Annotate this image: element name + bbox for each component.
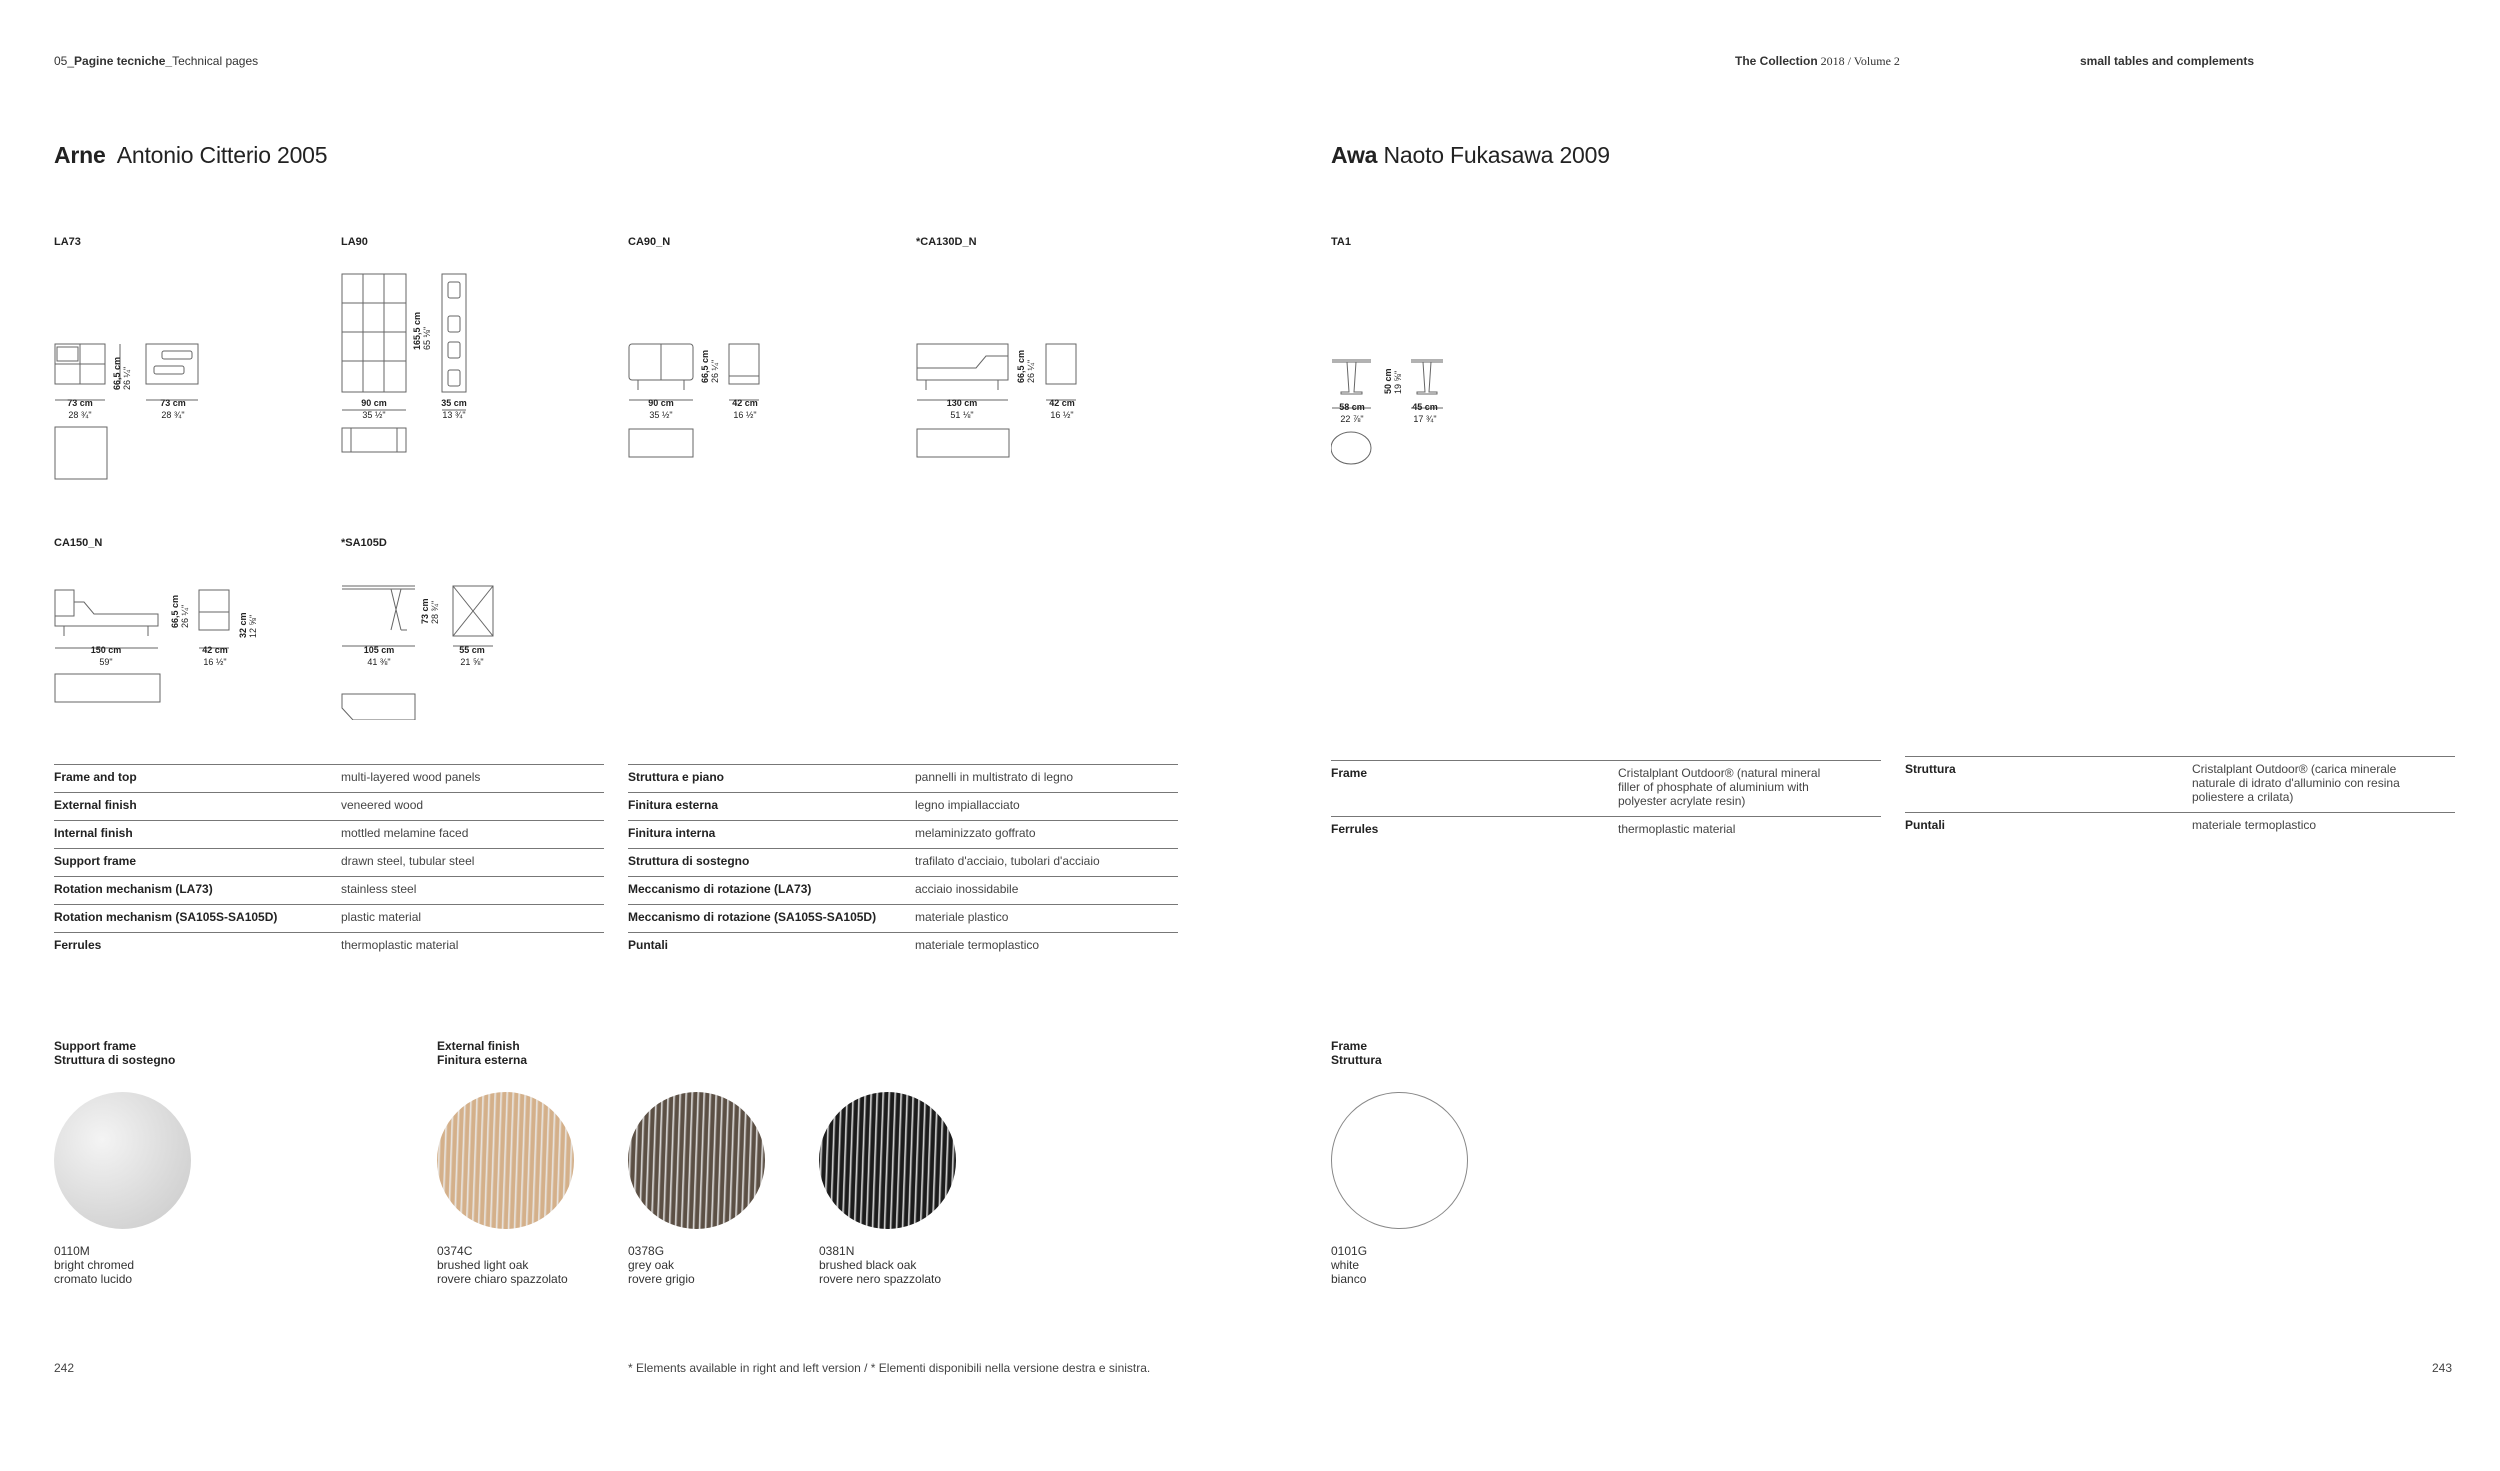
- swatch-group-support: [54, 1039, 175, 1067]
- spec-key: Puntali: [1905, 818, 1946, 832]
- spec-value: plastic material: [341, 910, 422, 924]
- sa105-height-dim: 73 cm 28 ¾": [420, 598, 440, 624]
- spec-row: [1905, 757, 2455, 813]
- spec-value: Cristalplant Outdoor® (carica minerale naturale di idrato d'alluminio con resina poliestere a crilata): [2192, 762, 2400, 804]
- footnote: * Elements available in right and left version / * Elementi disponibili nella versione destra e sinistra.: [628, 1361, 1151, 1375]
- spec-row: [628, 849, 1178, 877]
- spec-row: [1331, 817, 1881, 845]
- spec-value: thermoplastic material: [341, 938, 459, 952]
- ca150-height-dim: 66,5 cm 26 ¼": [170, 594, 190, 628]
- swatch-group-title-it: Struttura di sostegno: [54, 1053, 176, 1067]
- spec-value: trafilato d'acciaio, tubolari d'acciaio: [915, 854, 1100, 868]
- spec-key: External finish: [54, 798, 137, 812]
- spec-value: materiale termoplastico: [2192, 818, 2317, 832]
- swatch-name-en: brushed light oak: [437, 1258, 529, 1272]
- spec-value: multi-layered wood panels: [341, 770, 481, 784]
- swatch-name-it: rovere grigio: [628, 1272, 695, 1286]
- spec-value: legno impiallacciato: [915, 798, 1020, 812]
- spec-row: [54, 821, 604, 849]
- ta1-depth-dim: 45 cm 17 ¾": [1412, 402, 1438, 424]
- spec-value: drawn steel, tubular steel: [341, 854, 475, 868]
- swatch-white: [1331, 1092, 1468, 1229]
- spec-key: Rotation mechanism (SA105S-SA105D): [54, 910, 278, 924]
- swatch-group-title-en: External finish: [437, 1039, 520, 1053]
- swatch-group-external: [437, 1039, 527, 1067]
- designer-year: Naoto Fukasawa 2009: [1383, 142, 1610, 168]
- ca90-width-dim: 90 cm 35 ½": [648, 398, 674, 420]
- spec-value: pannelli in multistrato di legno: [915, 770, 1074, 784]
- swatch-code: 0378G: [628, 1244, 665, 1258]
- section-title-it: Pagine tecniche_: [74, 54, 173, 68]
- swatch-group-title-it: Struttura: [1331, 1053, 1382, 1067]
- collection-name: The Collection: [1735, 54, 1818, 68]
- la73-width-dim: 73 cm 28 ¾": [67, 398, 93, 420]
- spec-row: [54, 877, 604, 905]
- spec-row: [54, 933, 604, 961]
- swatch-group-title-en: Frame: [1331, 1039, 1368, 1053]
- sa105-width-dim: 105 cm 41 ⅜": [363, 645, 395, 667]
- swatch-0378G: [628, 1092, 765, 1229]
- section-number: 05_: [54, 54, 75, 68]
- swatch-name-it: cromato lucido: [54, 1272, 133, 1286]
- page-number-right: 243: [2432, 1361, 2453, 1375]
- spec-value: materiale termoplastico: [915, 938, 1040, 952]
- model-code-ca150: CA150_N: [54, 537, 103, 549]
- swatch-label: [628, 1244, 695, 1286]
- ca130-height-dim: 66,5 cm 26 ¼": [1016, 349, 1036, 383]
- spec-row: [1905, 813, 2455, 841]
- designer-year: Antonio Citterio 2005: [116, 142, 328, 168]
- spec-row: [54, 765, 604, 793]
- swatch-code: 0381N: [819, 1244, 855, 1258]
- spec-row: [628, 793, 1178, 821]
- swatch-group-frame: [1331, 1039, 1382, 1067]
- specs-table-en: [54, 764, 604, 961]
- product-name: Awa: [1331, 142, 1378, 168]
- la73-depth-dim: 73 cm 28 ¾": [160, 398, 186, 420]
- la90-drawing: [341, 272, 481, 457]
- spec-row: [1331, 761, 1881, 817]
- product-title-arne: [54, 142, 327, 169]
- swatch-group-title-en: Support frame: [54, 1039, 137, 1053]
- awa-specs-table-it: [1905, 756, 2455, 841]
- section-title-en: Technical pages: [172, 54, 259, 68]
- spec-row: [628, 821, 1178, 849]
- model-code-la90: LA90: [341, 236, 368, 248]
- page-number-left: 242: [54, 1361, 75, 1375]
- spec-key: Frame and top: [54, 770, 137, 784]
- spec-row: [54, 793, 604, 821]
- la90-height-dim: 165,5 cm 65 ⅛": [412, 311, 432, 350]
- spec-value: melaminizzato goffrato: [915, 826, 1036, 840]
- spec-value: stainless steel: [341, 882, 417, 896]
- awa-specs-table-en: [1331, 760, 1881, 845]
- spec-key: Support frame: [54, 854, 137, 868]
- swatch-code: 0110M: [54, 1244, 90, 1258]
- la90-depth-dim: 35 cm 13 ¾": [441, 398, 467, 420]
- spec-row: [628, 765, 1178, 793]
- spec-key: Struttura di sostegno: [628, 854, 750, 868]
- spec-value: materiale plastico: [915, 910, 1009, 924]
- category-header: small tables and complements: [2080, 54, 2255, 68]
- model-code-la73: LA73: [54, 236, 81, 248]
- spec-key: Rotation mechanism (LA73): [54, 882, 213, 896]
- spec-key: Frame: [1331, 766, 1368, 780]
- ca130-depth-dim: 42 cm 16 ½": [1049, 398, 1075, 420]
- ta1-width-dim: 58 cm 22 ⅞": [1339, 402, 1365, 424]
- swatch-code: 0374C: [437, 1244, 473, 1258]
- swatch-0374C: [437, 1092, 574, 1229]
- swatch-name-it: rovere chiaro spazzolato: [437, 1272, 568, 1286]
- swatch-label: [819, 1244, 941, 1286]
- spec-row: [628, 905, 1178, 933]
- swatch-name-it: bianco: [1331, 1272, 1367, 1286]
- spec-key: Struttura: [1905, 762, 1956, 776]
- la90-width-dim: 90 cm 35 ½": [361, 398, 387, 420]
- ca90-depth-dim: 42 cm 16 ½": [732, 398, 758, 420]
- swatch-0110M: [54, 1092, 191, 1229]
- swatch-0381N: [819, 1092, 956, 1229]
- spec-row: [54, 905, 604, 933]
- swatch-name-en: grey oak: [628, 1258, 675, 1272]
- ca130-width-dim: 130 cm 51 ⅛": [946, 398, 978, 420]
- ta1-height-dim: 50 cm 19 ⅝": [1383, 368, 1403, 394]
- ca90-height-dim: 66,5 cm 26 ¼": [700, 349, 720, 383]
- spec-row: [54, 849, 604, 877]
- spec-row: [628, 933, 1178, 961]
- collection-volume: 2018 / Volume 2: [1817, 54, 1900, 68]
- swatch-group-title-it: Finitura esterna: [437, 1053, 528, 1067]
- collection-header: [1735, 54, 1900, 69]
- swatch-code: 0101G: [1331, 1244, 1368, 1258]
- ca150-depth-dim: 42 cm 16 ½": [202, 645, 228, 667]
- spec-value: mottled melamine faced: [341, 826, 469, 840]
- sa105-depth-dim: 55 cm 21 ⅝": [459, 645, 485, 667]
- swatch-name-it: rovere nero spazzolato: [819, 1272, 942, 1286]
- section-header: [54, 54, 258, 68]
- spec-key: Internal finish: [54, 826, 133, 840]
- swatch-label: [54, 1244, 134, 1286]
- model-code-sa105: *SA105D: [341, 537, 387, 549]
- spec-key: Ferrules: [54, 938, 102, 952]
- ca150-seat-height-dim: 32 cm 12 ⅝": [238, 612, 258, 638]
- ca150-width-dim: 150 cm 59": [90, 645, 122, 667]
- model-code-ca90: CA90_N: [628, 236, 671, 248]
- la73-height-dim: 66,5 cm 26 ¼": [112, 356, 132, 390]
- swatch-label: [437, 1244, 568, 1286]
- model-code-ca130: *CA130D_N: [916, 236, 977, 248]
- swatch-name-en: bright chromed: [54, 1258, 135, 1272]
- spec-key: Finitura interna: [628, 826, 716, 840]
- spec-value: thermoplastic material: [1618, 822, 1736, 836]
- spec-value: acciaio inossidabile: [915, 882, 1019, 896]
- model-code-ta1: TA1: [1331, 236, 1351, 248]
- spec-key: Struttura e piano: [628, 770, 725, 784]
- swatch-name-en: brushed black oak: [819, 1258, 917, 1272]
- spec-value: veneered wood: [341, 798, 424, 812]
- spec-value: Cristalplant Outdoor® (natural mineral filler of phosphate of aluminium with polyester acrylate resin): [1618, 766, 1821, 808]
- spec-row: [628, 877, 1178, 905]
- spec-key: Finitura esterna: [628, 798, 719, 812]
- spec-key: Meccanismo di rotazione (LA73): [628, 882, 812, 896]
- spec-key: Meccanismo di rotazione (SA105S-SA105D): [628, 910, 877, 924]
- product-name: Arne: [54, 142, 106, 168]
- swatch-name-en: white: [1331, 1258, 1360, 1272]
- spec-key: Puntali: [628, 938, 669, 952]
- specs-table-it: [628, 764, 1178, 961]
- swatch-label-white: [1331, 1244, 1367, 1286]
- spec-key: Ferrules: [1331, 822, 1379, 836]
- product-title-awa: [1331, 142, 1610, 169]
